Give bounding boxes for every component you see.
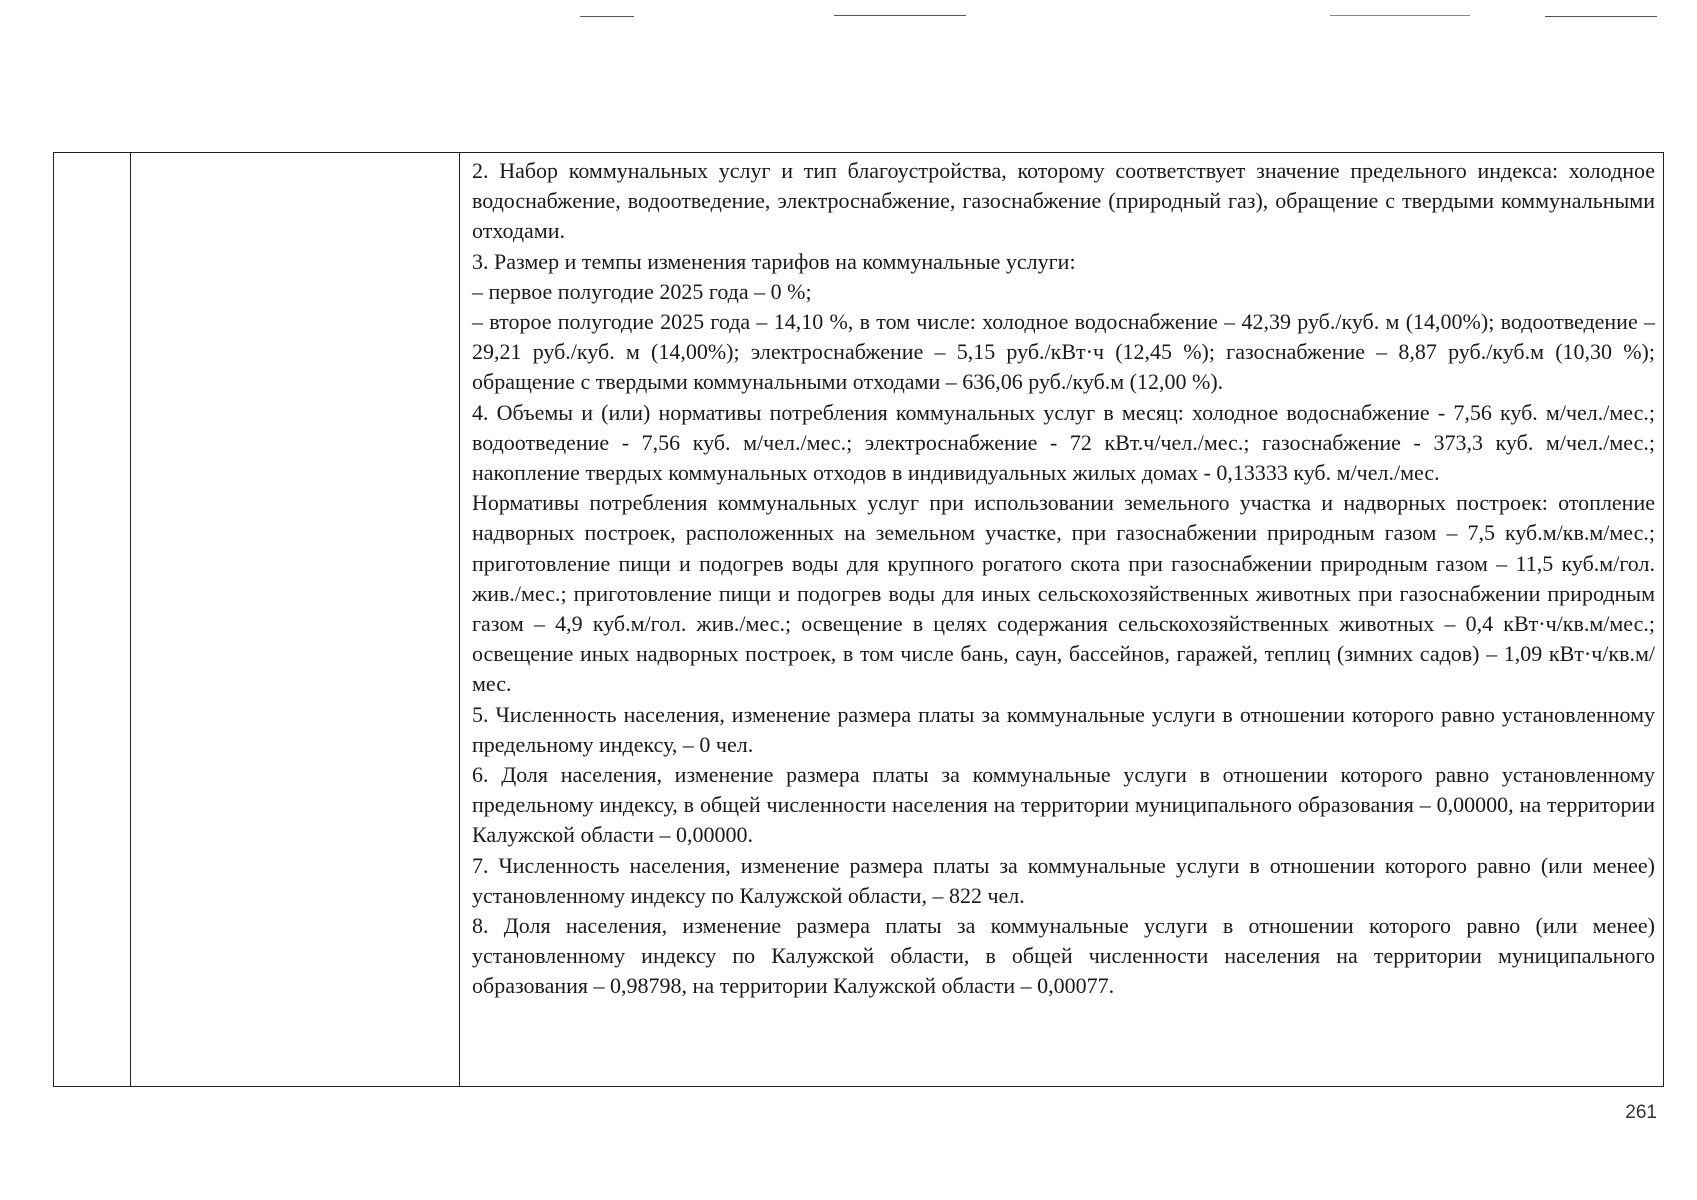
paragraph-tariffs-heading: 3. Размер и темпы изменения тарифов на коммунальные услуги: bbox=[472, 248, 1076, 274]
scan-artifact-line bbox=[1330, 15, 1470, 16]
paragraph-consumption-norms: 4. Объемы и (или) нормативы потребления коммунальных услуг в месяц: холодное водоснабжение - 7,56 куб. м/чел./мес.; водоотведение - 7,56 куб. м/чел./мес.; электроснабжение - 72 кВт.ч/чел./мес.; газоснабжение - 373,3 куб. м/чел./мес.; накопление твердых коммунальных отходов в индивидуальных жилых домах - 0,13333 куб. м/чел./мес. bbox=[472, 399, 1655, 486]
content-cell bbox=[460, 153, 1664, 1087]
name-cell bbox=[131, 153, 460, 1087]
scan-artifact-line bbox=[1545, 16, 1657, 17]
paragraph-population-share-limit: 6. Доля населения, изменение размера платы за коммунальные услуги в отношении которого равно установленному предельному индексу, в общей численности населения на территории муниципального образования – 0,00000, на территории Калужской области – 0,00000. bbox=[472, 762, 1655, 848]
paragraph-population-share-region: 8. Доля населения, изменение размера платы за коммунальные услуги в отношении которого равно (или менее) установленному индексу по Калужской области, в общей численности населения на территории муниципального образования – 0,98798, на территории Калужской области – 0,00077. bbox=[472, 913, 1655, 999]
scan-artifact-line bbox=[834, 15, 966, 16]
paragraph-population-count-limit: 5. Численность населения, изменение размера платы за коммунальные услуги в отношении которого равно установленному предельному индексу, – 0 чел. bbox=[472, 701, 1655, 757]
page-number: 261 bbox=[1625, 1102, 1657, 1123]
content-text bbox=[460, 153, 1663, 1002]
table-row bbox=[54, 153, 1664, 1087]
paragraph-land-plot-norms: Нормативы потребления коммунальных услуг при использовании земельного участка и надворных построек: отопление надворных построек, расположенных на земельном участке, при газоснабжении природным газом – 7,5 куб.м/кв.м/мес.; приготовление пищи и подогрев воды для крупного рогатого скота при газоснабжении природным газом – 11,5 куб.м/гол. жив./мес.; приготовление пищи и подогрев воды для иных сельскохозяйственных животных при газоснабжении природным газом – 4,9 куб.м/гол. жив./мес.; освещение в целях содержания сельскохозяйственных животных – 0,4 кВт·ч/кв.м/мес.; освещение иных надворных построек, в том числе бань, саун, бассейнов, гаражей, теплиц (зимних садов) – 1,09 кВт·ч/кв.м/мес. bbox=[472, 490, 1655, 697]
paragraph-population-count-region: 7. Численность населения, изменение размера платы за коммунальные услуги в отношении которого равно (или менее) установленному индексу по Калужской области, – 822 чел. bbox=[472, 852, 1655, 908]
scan-artifact-line bbox=[580, 16, 634, 17]
paragraph-second-half-year: – второе полугодие 2025 года – 14,10 %, в том числе: холодное водоснабжение – 42,39 руб./куб. м (14,00%); водоотведение – 29,21 руб./куб. м (14,00%); электроснабжение – 5,15 руб./кВт·ч (12,45 %); газоснабжение – 8,87 руб./куб.м (10,30 %); обращение с твердыми коммунальными отходами – 636,06 руб./куб.м (12,00 %). bbox=[472, 309, 1655, 395]
paragraph-first-half-year: – первое полугодие 2025 года – 0 %; bbox=[472, 278, 812, 304]
document-table bbox=[53, 152, 1664, 1087]
paragraph-services-set: 2. Набор коммунальных услуг и тип благоустройства, которому соответствует значение предельного индекса: холодное водоснабжение, водоотведение, электроснабжение, газоснабжение (природный газ), обращение с твердыми коммунальными отходами. bbox=[472, 158, 1655, 244]
number-cell bbox=[54, 153, 131, 1087]
